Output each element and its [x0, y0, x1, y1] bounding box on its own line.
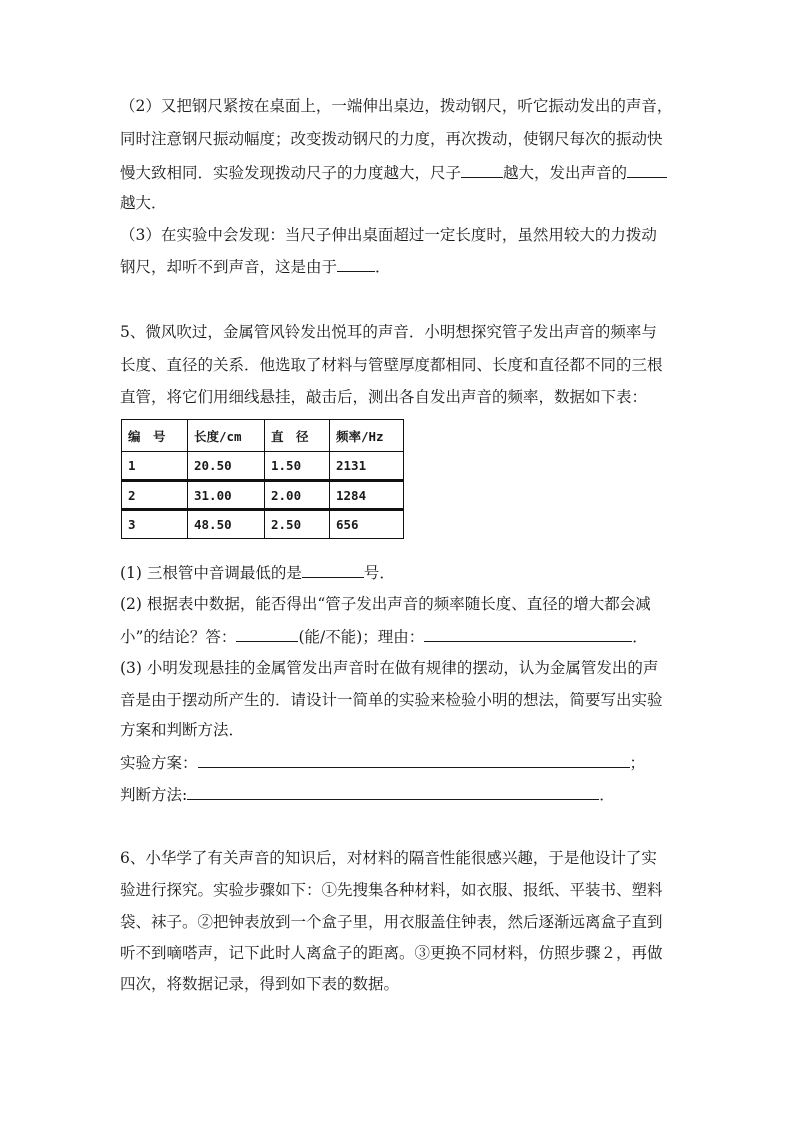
q4-blank-amplitude[interactable] — [461, 162, 503, 178]
cell-length: 48.50 — [188, 510, 265, 539]
table-row — [122, 452, 404, 481]
q4-part3-text-b: ． — [375, 258, 391, 276]
q5-sub1-text-a: (1) 三根管中音调最低的是 — [120, 564, 302, 582]
cell-frequency: 656 — [330, 510, 404, 539]
q5-sub2-text-c: ． — [632, 628, 648, 646]
q6-line5: 四次，将数据记录，得到如下表的数据。 — [120, 975, 400, 993]
q6-line4: 听不到嘀嗒声，记下此时人离盒子的距离。③更换不同材料，仿照步骤２，再做 — [120, 944, 663, 962]
q5-intro-line3: 直管，将它们用细线悬挂，敲击后，测出各自发出声音的频率，数据如下表： — [120, 388, 648, 406]
q5-intro-line2: 长度、直径的关系．他选取了材料与管壁厚度都相同、长度和直径都不同的三根 — [120, 356, 663, 374]
q5-intro-line1: 5、微风吹过，金属管风铃发出悦耳的声音．小明想探究管子发出声音的频率与 — [120, 323, 657, 341]
q5-blank-can-cannot[interactable] — [236, 626, 298, 642]
header-length: 长度/cm — [188, 420, 265, 452]
cell-id: 1 — [122, 452, 188, 481]
q5-plan-line — [120, 752, 645, 773]
q4-part3-line2 — [120, 256, 391, 277]
q5-plan-label: 实验方案： — [120, 754, 198, 772]
table-row — [122, 510, 404, 539]
q4-part2-line3 — [120, 162, 667, 183]
q4-part2-text-b: 越大，发出声音的 — [503, 164, 628, 182]
q5-judge-label: 判断方法: — [120, 786, 188, 804]
header-diameter: 直 径 — [265, 420, 330, 452]
header-id: 编 号 — [122, 420, 188, 452]
q5-plan-end: ； — [629, 754, 646, 772]
q5-sub3-line1: (3) 小明发现悬挂的金属管发出声音时在做有规律的摆动，认为金属管发出的声 — [120, 659, 659, 677]
q5-blank-reason[interactable] — [424, 626, 632, 642]
cell-id: 3 — [122, 510, 188, 539]
q4-part2-line4: 越大． — [120, 194, 167, 212]
cell-frequency: 2131 — [330, 452, 404, 481]
q5-sub1-text-b: 号． — [363, 564, 395, 582]
cell-id: 2 — [122, 481, 188, 510]
q5-blank-lowest-pitch[interactable] — [302, 562, 364, 578]
q5-blank-experiment-plan[interactable] — [198, 752, 630, 768]
q4-blank-reason[interactable] — [337, 256, 375, 272]
q6-line2: 验进行探究。实验步骤如下：①先搜集各种材料，如衣服、报纸、平装书、塑料 — [120, 881, 663, 899]
q5-sub1 — [120, 562, 395, 583]
q5-blank-judge-method[interactable] — [187, 784, 599, 800]
q6-line3: 袋、袜子。②把钟表放到一个盒子里，用衣服盖住钟表，然后逐渐远离盒子直到 — [120, 913, 663, 931]
q5-sub2-text-b: (能/不能)；理由： — [298, 628, 425, 646]
q5-sub2-text-a: 小”的结论？答： — [120, 628, 237, 646]
q4-blank-loudness[interactable] — [627, 162, 667, 178]
q4-part2-text-a: 慢大致相同．实验发现拨动尺子的力度越大，尺子 — [120, 164, 462, 182]
cell-diameter: 1.50 — [265, 452, 330, 481]
q4-part2-line1: （2）又把钢尺紧按在桌面上，一端伸出桌边，拨动钢尺，听它振动发出的声音， — [120, 97, 673, 115]
q5-sub2-line2 — [120, 626, 648, 647]
cell-length: 20.50 — [188, 452, 265, 481]
q6-line1: 6、小华学了有关声音的知识后，对材料的隔音性能很感兴趣，于是他设计了实 — [120, 849, 657, 867]
q5-sub2-line1: (2) 根据表中数据，能否得出“管子发出声音的频率随长度、直径的增大都会减 — [120, 595, 651, 613]
q5-judge-line — [120, 784, 615, 805]
q4-part3-line1: （3）在实验中会发现：当尺子伸出桌面超过一定长度时，虽然用较大的力拨动 — [120, 226, 657, 244]
header-frequency: 频率/Hz — [330, 420, 404, 452]
q4-part3-text-a: 钢尺，却听不到声音，这是由于 — [120, 258, 338, 276]
table-row — [122, 481, 404, 510]
q4-part2-line2: 同时注意钢尺振动幅度；改变拨动钢尺的力度，再次拨动，使钢尺每次的振动快 — [120, 130, 663, 148]
q5-judge-end: ． — [599, 786, 615, 804]
q5-sub3-line3: 方案和判断方法． — [120, 721, 245, 739]
cell-diameter: 2.00 — [265, 481, 330, 510]
cell-diameter: 2.50 — [265, 510, 330, 539]
frequency-data-table — [121, 419, 404, 539]
q5-sub3-line2: 音是由于摆动所产生的．请设计一简单的实验来检验小明的想法，简要写出实验 — [120, 691, 663, 709]
cell-frequency: 1284 — [330, 481, 404, 510]
cell-length: 31.00 — [188, 481, 265, 510]
table-header-row — [122, 420, 404, 452]
